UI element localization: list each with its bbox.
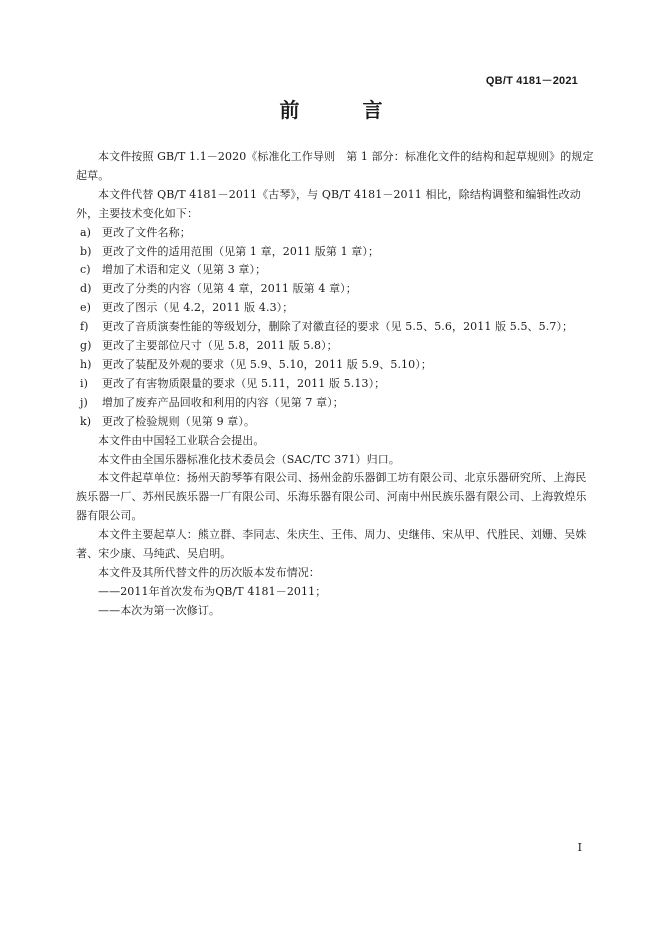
list-item-mark: j) bbox=[80, 395, 88, 409]
list-item-text: 更改了文件的适用范围（见第 1 章，2011 版第 1 章）； bbox=[102, 244, 380, 258]
list-item bbox=[76, 243, 596, 262]
changes-list bbox=[76, 224, 596, 432]
list-item-mark: d) bbox=[80, 282, 92, 296]
list-item bbox=[76, 394, 596, 413]
list-item-text: 更改了图示（见 4.2，2011 版 4.3）； bbox=[102, 301, 294, 315]
list-item-mark: c) bbox=[80, 263, 91, 277]
list-item-mark: f) bbox=[80, 320, 89, 334]
page-number: I bbox=[577, 841, 582, 854]
list-item-text: 更改了检验规则（见第 9 章）。 bbox=[102, 414, 256, 428]
list-item-mark: h) bbox=[80, 357, 92, 371]
list-item-mark: e) bbox=[80, 301, 92, 315]
list-item-mark: g) bbox=[80, 339, 92, 353]
paragraph-drafting-units: 本文件起草单位：扬州天韵琴筝有限公司、扬州金韵乐器御工坊有限公司、北京乐器研究所、上海民族乐器一厂、苏州民族乐器一厂有限公司、乐海乐器有限公司、河南中州民族乐器有限公司、上海敦煌乐器有限公司。 bbox=[76, 471, 587, 523]
list-item-text: 更改了音质演奏性能的等级划分，删除了对徽直径的要求（见 5.5、5.6，2011 版 5.5、5.7）； bbox=[102, 320, 574, 334]
list-item-text: 更改了装配及外观的要求（见 5.9、5.10，2011 版 5.9、5.10）； bbox=[102, 357, 432, 371]
list-item-text: 增加了废弃产品回收和利用的内容（见第 7 章）； bbox=[102, 395, 344, 409]
paragraph-proposer: 本文件由中国轻工业联合会提出。 bbox=[98, 433, 265, 447]
list-item bbox=[76, 224, 596, 243]
history-item-2011: ——2011年首次发布为QB/T 4181－2011； bbox=[98, 584, 327, 598]
page-title: 前 言 bbox=[279, 98, 411, 122]
list-item bbox=[76, 375, 596, 394]
list-item bbox=[76, 356, 596, 375]
list-item-mark: k) bbox=[80, 414, 92, 428]
paragraph-drafters: 本文件主要起草人：熊立群、李同志、朱庆生、王伟、周力、史继伟、宋从甲、代胜民、刘姗、吴姝著、宋少康、马纯武、吴启明。 bbox=[76, 528, 587, 561]
document-body bbox=[76, 148, 596, 621]
list-item-mark: b) bbox=[80, 244, 92, 258]
standard-code: QB/T 4181－2021 bbox=[485, 75, 578, 87]
paragraph-replacement: 本文件代替 QB/T 4181－2011《古琴》，与 QB/T 4181－2011 相比，除结构调整和编辑性改动外，主要技术变化如下： bbox=[76, 187, 581, 220]
history-item-current: ——本次为第一次修订。 bbox=[98, 603, 221, 617]
list-item-text: 增加了术语和定义（见第 3 章）； bbox=[102, 263, 267, 277]
list-item-text: 更改了有害物质限量的要求（见 5.11，2011 版 5.13）； bbox=[102, 376, 386, 390]
list-item-mark: i) bbox=[80, 376, 89, 390]
list-item bbox=[76, 318, 596, 337]
list-item bbox=[76, 337, 596, 356]
list-item bbox=[76, 299, 596, 318]
paragraph-committee: 本文件由全国乐器标准化技术委员会（SAC/TC 371）归口。 bbox=[98, 452, 400, 466]
list-item bbox=[76, 413, 596, 432]
paragraph-basis: 本文件按照 GB/T 1.1－2020《标准化工作导则 第 1 部分：标准化文件的结构和起草规则》的规定起草。 bbox=[76, 150, 594, 182]
list-item bbox=[76, 280, 596, 299]
list-item bbox=[76, 261, 596, 280]
list-item-text: 更改了文件名称； bbox=[102, 225, 191, 239]
list-item-text: 更改了分类的内容（见第 4 章，2011 版第 4 章）； bbox=[102, 282, 357, 296]
paragraph-history-intro: 本文件及其所代替文件的历次版本发布情况： bbox=[98, 565, 320, 579]
list-item-mark: a) bbox=[80, 225, 92, 239]
list-item-text: 更改了主要部位尺寸（见 5.8，2011 版 5.8）； bbox=[102, 339, 338, 353]
